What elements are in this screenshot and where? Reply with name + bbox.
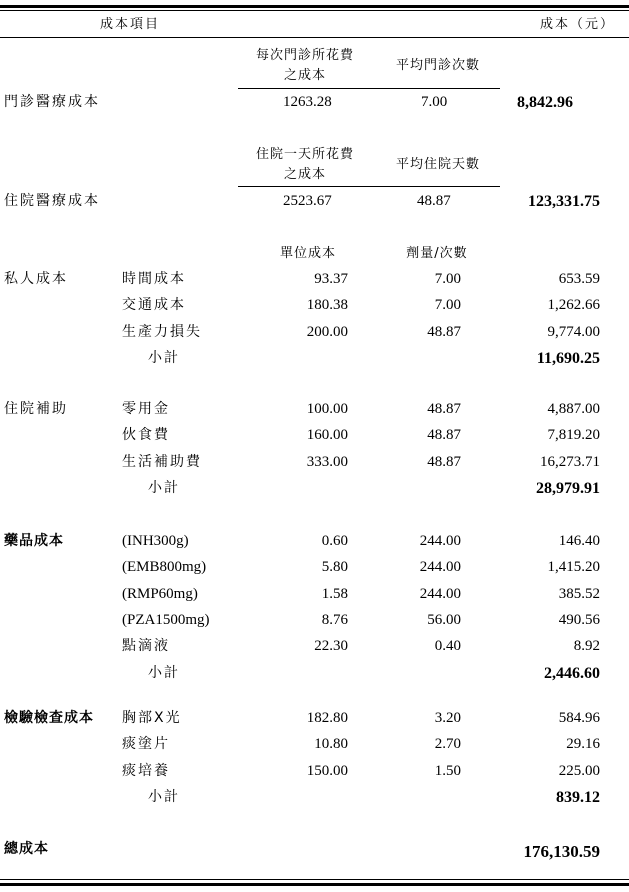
cost-cell: 1,415.20 — [547, 559, 600, 576]
subtotal-value: 2,446.60 — [544, 664, 600, 682]
bottom-rule-thick — [0, 883, 629, 886]
quantity-cell: 48.87 — [427, 427, 461, 444]
cost-cell: 16,273.71 — [540, 453, 600, 470]
unit-cost-cell: 180.38 — [306, 297, 348, 314]
grand-total-value: 176,130.59 — [523, 842, 600, 861]
outpatient-visits-header: 平均門診次數 — [395, 58, 480, 73]
subtotal-value: 839.12 — [556, 788, 600, 806]
section-label: 住院補助 — [4, 401, 68, 417]
unit-cost-cell: 200.00 — [306, 323, 348, 340]
unit-cost-cell: 100.00 — [306, 401, 348, 417]
subtotal-value: 11,690.25 — [536, 349, 600, 367]
quantity-cell: 48.87 — [427, 453, 461, 470]
item-name: 交通成本 — [122, 297, 186, 314]
quantity-cell: 244.00 — [419, 585, 461, 602]
item-name: 胸部X光 — [122, 710, 182, 726]
top-rule-thin — [0, 10, 629, 11]
quantity-cell: 244.00 — [419, 559, 461, 576]
inpatient-total: 123,331.75 — [528, 193, 600, 210]
quantity-cell: 48.87 — [427, 323, 461, 340]
item-name: (INH300g) — [122, 533, 189, 549]
top-rule-thick — [0, 5, 629, 8]
inpatient-unit-cost: 2523.67 — [283, 193, 332, 209]
cost-cell: 225.00 — [558, 762, 600, 779]
item-name: 痰塗片 — [122, 736, 170, 753]
inpatient-unit-cost-header: 住院一天所花費 之成本 — [255, 147, 354, 183]
cost-cell: 584.96 — [558, 710, 600, 726]
cost-cell: 8.92 — [573, 638, 600, 655]
inpatient-label: 住院醫療成本 — [4, 193, 100, 209]
inpatient-days-header: 平均住院天數 — [395, 157, 480, 172]
outpatient-visit-count: 7.00 — [421, 94, 448, 110]
unit-cost-cell: 182.80 — [306, 710, 348, 726]
quantity-cell: 2.70 — [434, 736, 461, 753]
outpatient-total: 8,842.96 — [517, 94, 573, 111]
unit-cost-cell: 333.00 — [306, 453, 348, 470]
unit-cost-cell: 1.58 — [321, 585, 348, 602]
cost-cell: 1,262.66 — [547, 297, 600, 314]
cost-cell: 490.56 — [558, 611, 600, 628]
subtotal-value: 28,979.91 — [536, 479, 600, 497]
item-name: 零用金 — [122, 401, 170, 417]
inpatient-day-count: 48.87 — [417, 193, 451, 209]
header-rule — [0, 37, 629, 38]
quantity-cell: 48.87 — [427, 401, 461, 417]
unit-cost-cell: 150.00 — [306, 762, 348, 779]
subtotal-label: 小計 — [148, 349, 180, 366]
item-name: 點滴液 — [122, 638, 170, 655]
quantity-cell: 244.00 — [419, 533, 461, 549]
cost-cell: 9,774.00 — [547, 323, 600, 340]
section-label: 檢驗檢查成本 — [4, 710, 94, 726]
bottom-rule-thin — [0, 879, 629, 880]
item-name: 生產力損失 — [122, 323, 202, 340]
section-label: 藥品成本 — [4, 533, 64, 549]
cost-cell: 7,819.20 — [547, 427, 600, 444]
quantity-cell: 7.00 — [434, 297, 461, 314]
outpatient-rule — [238, 88, 500, 89]
outpatient-unit-cost-header: 每次門診所花費 之成本 — [255, 48, 354, 84]
quantity-cell: 0.40 — [434, 638, 461, 655]
dose-count-header: 劑量/次數 — [406, 246, 468, 261]
header-cost-item: 成本項目 — [100, 17, 161, 32]
cost-cell: 146.40 — [558, 533, 600, 549]
unit-cost-cell: 10.80 — [314, 736, 348, 753]
unit-cost-cell: 5.80 — [321, 559, 348, 576]
quantity-cell: 3.20 — [434, 710, 461, 726]
cost-cell: 4,887.00 — [547, 401, 600, 417]
cost-cell: 29.16 — [566, 736, 600, 753]
unit-cost-cell: 22.30 — [314, 638, 348, 655]
subtotal-label: 小計 — [148, 664, 180, 681]
item-name: 生活補助費 — [122, 453, 202, 470]
item-name: (PZA1500mg) — [122, 611, 210, 628]
header-cost-yuan: 成本（元） — [539, 17, 615, 32]
subtotal-label: 小計 — [148, 479, 180, 496]
section-label: 私人成本 — [4, 271, 68, 287]
outpatient-label: 門診醫療成本 — [4, 94, 100, 110]
unit-cost-cell: 0.60 — [321, 533, 348, 549]
cost-cell: 653.59 — [558, 271, 600, 287]
quantity-cell: 1.50 — [434, 762, 461, 779]
item-name: (EMB800mg) — [122, 559, 207, 576]
unit-cost-header: 單位成本 — [279, 246, 336, 261]
quantity-cell: 56.00 — [427, 611, 461, 628]
item-name: 伙食費 — [122, 427, 170, 444]
unit-cost-cell: 93.37 — [314, 271, 348, 287]
item-name: 痰培養 — [122, 762, 170, 779]
item-name: 時間成本 — [122, 271, 186, 287]
inpatient-rule — [238, 186, 500, 187]
item-name: (RMP60mg) — [122, 585, 198, 602]
unit-cost-cell: 160.00 — [306, 427, 348, 444]
grand-total-label: 總成本 — [4, 841, 49, 857]
subtotal-label: 小計 — [148, 788, 180, 805]
outpatient-unit-cost: 1263.28 — [283, 94, 332, 110]
quantity-cell: 7.00 — [434, 271, 461, 287]
cost-cell: 385.52 — [558, 585, 600, 602]
unit-cost-cell: 8.76 — [321, 611, 348, 628]
